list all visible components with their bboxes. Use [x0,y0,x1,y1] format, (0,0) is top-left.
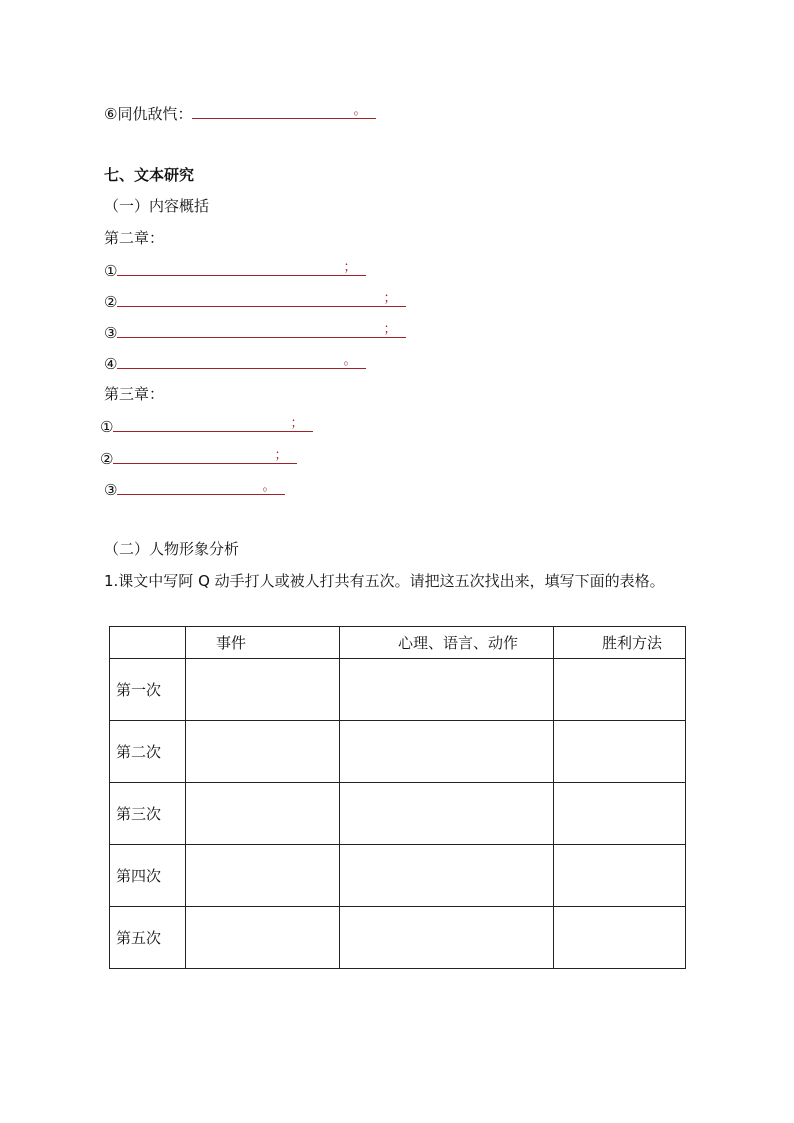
item-number: ③ [104,324,118,342]
item-number: ① [100,418,114,436]
chapter-3-item-2 [100,447,297,469]
answer-blank-6[interactable] [192,102,376,119]
part-1-title: （一）内容概括 [104,197,210,215]
table-row [110,907,686,969]
cell-event[interactable] [186,907,340,969]
row-label: 第四次 [110,845,186,907]
item-number: ① [104,262,118,280]
item-number: ③ [104,481,118,499]
table-header-row [110,627,686,659]
cell-victory-method[interactable] [554,721,686,783]
cell-psychology[interactable] [340,907,554,969]
blank-end-punct: 。 [353,103,367,118]
header-blank [110,627,186,659]
row-label: 第五次 [110,907,186,969]
table-row [110,659,686,721]
blank-end-punct: ； [383,322,397,337]
cell-victory-method[interactable] [554,907,686,969]
blank-end-punct: ； [383,291,397,306]
cell-event[interactable] [186,659,340,721]
item-number: ② [100,450,114,468]
table-row [110,783,686,845]
blank-end-punct: ； [274,448,288,463]
answer-blank[interactable] [113,415,313,432]
item-6-label: ⑥同仇敌忾： [104,105,193,123]
cell-psychology[interactable] [340,783,554,845]
row-label: 第三次 [110,783,186,845]
item-number: ④ [104,355,118,373]
table-row [110,721,686,783]
chapter-2-item-4 [104,352,366,374]
header-event: 事件 [186,627,340,659]
chapter-3-item-3 [104,478,285,500]
part-2-title: （二）人物形象分析 [104,540,240,558]
fights-table [109,626,686,969]
chapter-2-item-2 [104,290,406,312]
section-7-title: 七、文本研究 [104,166,195,184]
blank-end-punct: ； [290,416,304,431]
chapter-2-item-3 [104,321,406,343]
table-row [110,845,686,907]
header-victory-method: 胜利方法 [554,627,686,659]
cell-psychology[interactable] [340,721,554,783]
answer-blank[interactable] [117,352,366,369]
cell-victory-method[interactable] [554,783,686,845]
chapter-2-title: 第二章： [104,229,165,247]
item-number: ② [104,293,118,311]
item-6 [104,102,376,124]
cell-victory-method[interactable] [554,659,686,721]
row-label: 第二次 [110,721,186,783]
answer-blank[interactable] [117,478,285,495]
blank-end-punct: 。 [262,479,276,494]
cell-event[interactable] [186,845,340,907]
answer-blank[interactable] [117,290,406,307]
blank-end-punct: ； [343,260,357,275]
answer-blank[interactable] [113,447,297,464]
answer-blank[interactable] [117,259,366,276]
chapter-2-item-1 [104,259,366,281]
cell-event[interactable] [186,783,340,845]
row-label: 第一次 [110,659,186,721]
cell-psychology[interactable] [340,845,554,907]
cell-victory-method[interactable] [554,845,686,907]
chapter-3-title: 第三章： [104,385,165,403]
chapter-3-item-1 [100,415,313,437]
cell-psychology[interactable] [340,659,554,721]
blank-end-punct: 。 [343,353,357,368]
answer-blank[interactable] [117,321,406,338]
cell-event[interactable] [186,721,340,783]
header-psychology: 心理、语言、动作 [340,627,554,659]
question-1: 1.课文中写阿 Q 动手打人或被人打共有五次。请把这五次找出来，填写下面的表格。 [104,572,665,590]
